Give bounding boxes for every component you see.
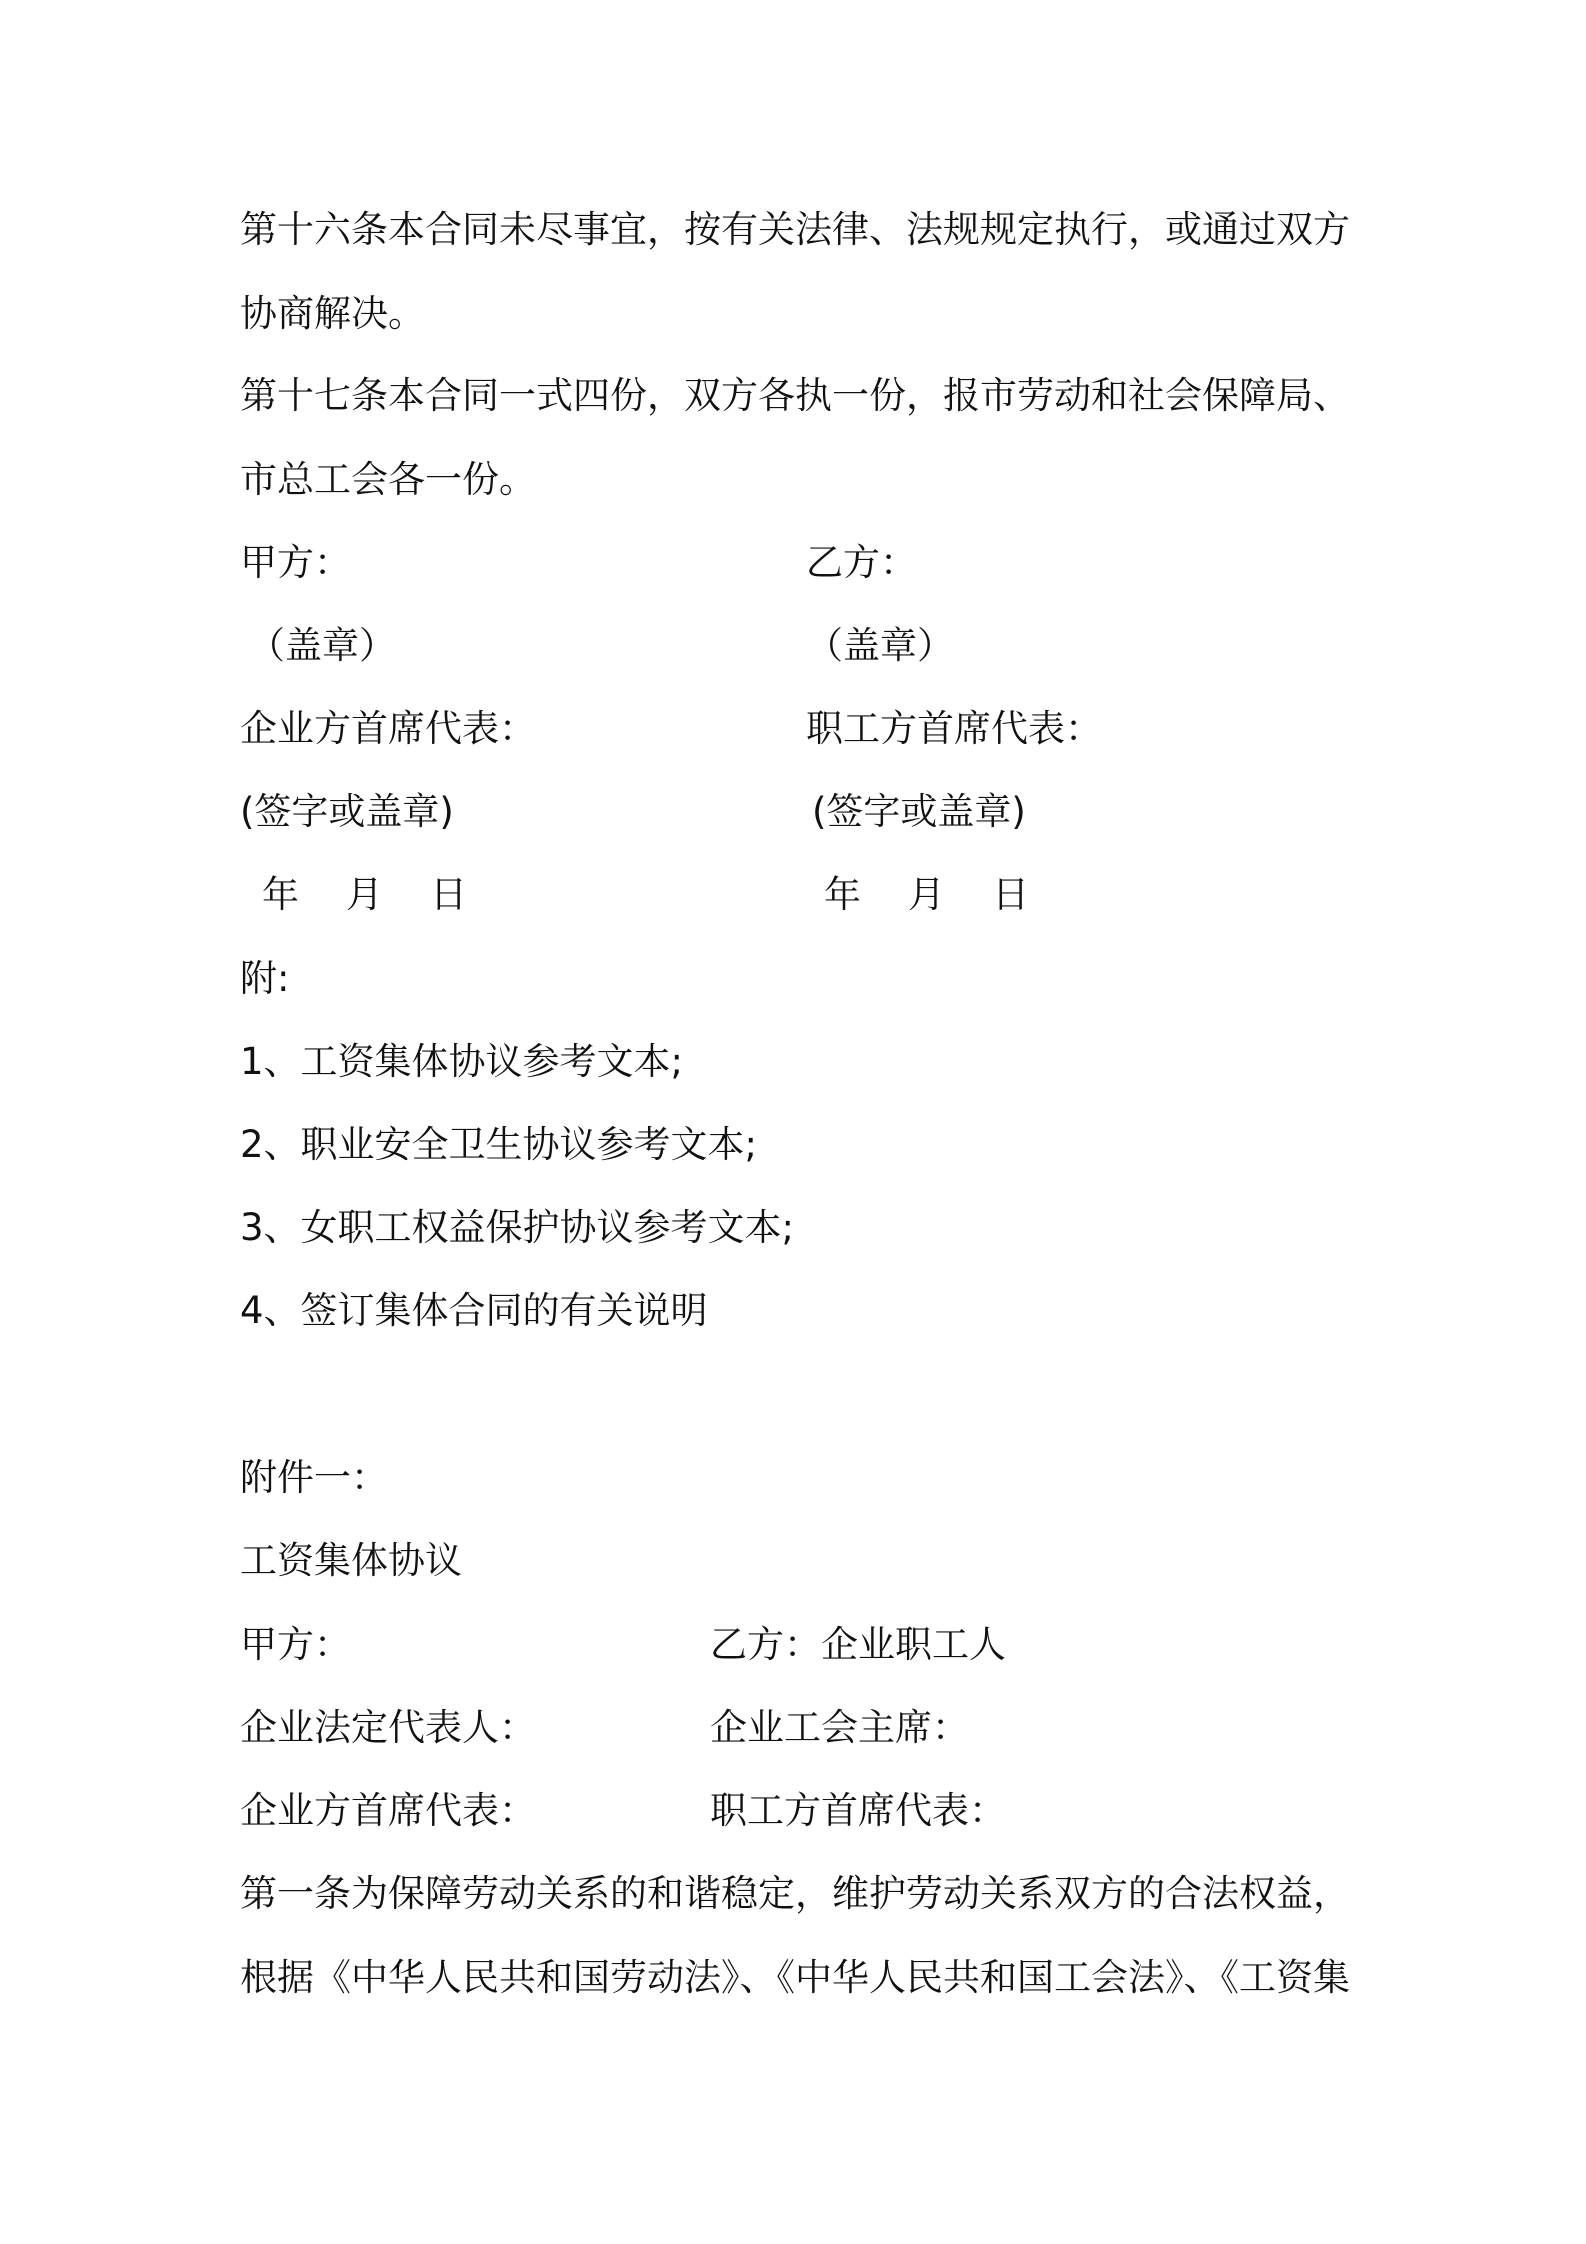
- annex-1-article-1-paragraph: 第一条为保障劳动关系的和谐稳定，维护劳动关系双方的合法权益，根据《中华人民共和国劳动法》、《中华人民共和国工会法》、《工资集: [240, 1872, 1350, 1999]
- annex-1-rep-b: 职工方首席代表：: [710, 1789, 1006, 1832]
- attachment-item: 1、工资集体协议参考文本;: [240, 1040, 684, 1083]
- annex-1-party-a: 甲方：: [240, 1623, 351, 1666]
- signature-party-b: 乙方：: [806, 541, 917, 584]
- attachment-item: 3、女职工权益保护协议参考文本;: [240, 1206, 795, 1249]
- annex-1-title: 工资集体协议: [240, 1539, 462, 1582]
- annex-1-party-b: 乙方：企业职工人: [710, 1623, 1006, 1666]
- attachments-label: 附:: [240, 957, 290, 1000]
- attachment-item: 4、签订集体合同的有关说明: [240, 1289, 708, 1332]
- signature-seal-b: （盖章）: [806, 624, 954, 667]
- signature-party-a: 甲方：: [240, 541, 351, 584]
- annex-1-rep-a: 企业方首席代表：: [240, 1789, 536, 1832]
- article-16-paragraph: 第十六条本合同未尽事宜，按有关法律、法规规定执行，或通过双方协商解决。: [240, 208, 1350, 335]
- annex-1-legal-rep: 企业法定代表人：: [240, 1706, 536, 1749]
- attachment-item: 2、职业安全卫生协议参考文本;: [240, 1123, 758, 1166]
- signature-sign-b: (签字或盖章): [812, 790, 1026, 833]
- signature-rep-b: 职工方首席代表：: [806, 707, 1102, 750]
- annex-1-label: 附件一：: [240, 1456, 388, 1499]
- signature-seal-a: （盖章）: [248, 624, 396, 667]
- signature-sign-a: (签字或盖章): [240, 790, 454, 833]
- signature-date-b: 年 月 日: [824, 873, 1030, 916]
- signature-date-a: 年 月 日: [262, 873, 468, 916]
- signature-rep-a: 企业方首席代表：: [240, 707, 536, 750]
- article-17-paragraph: 第十七条本合同一式四份，双方各执一份，报市劳动和社会保障局、市总工会各一份。: [240, 374, 1350, 501]
- annex-1-union-chair: 企业工会主席：: [710, 1706, 969, 1749]
